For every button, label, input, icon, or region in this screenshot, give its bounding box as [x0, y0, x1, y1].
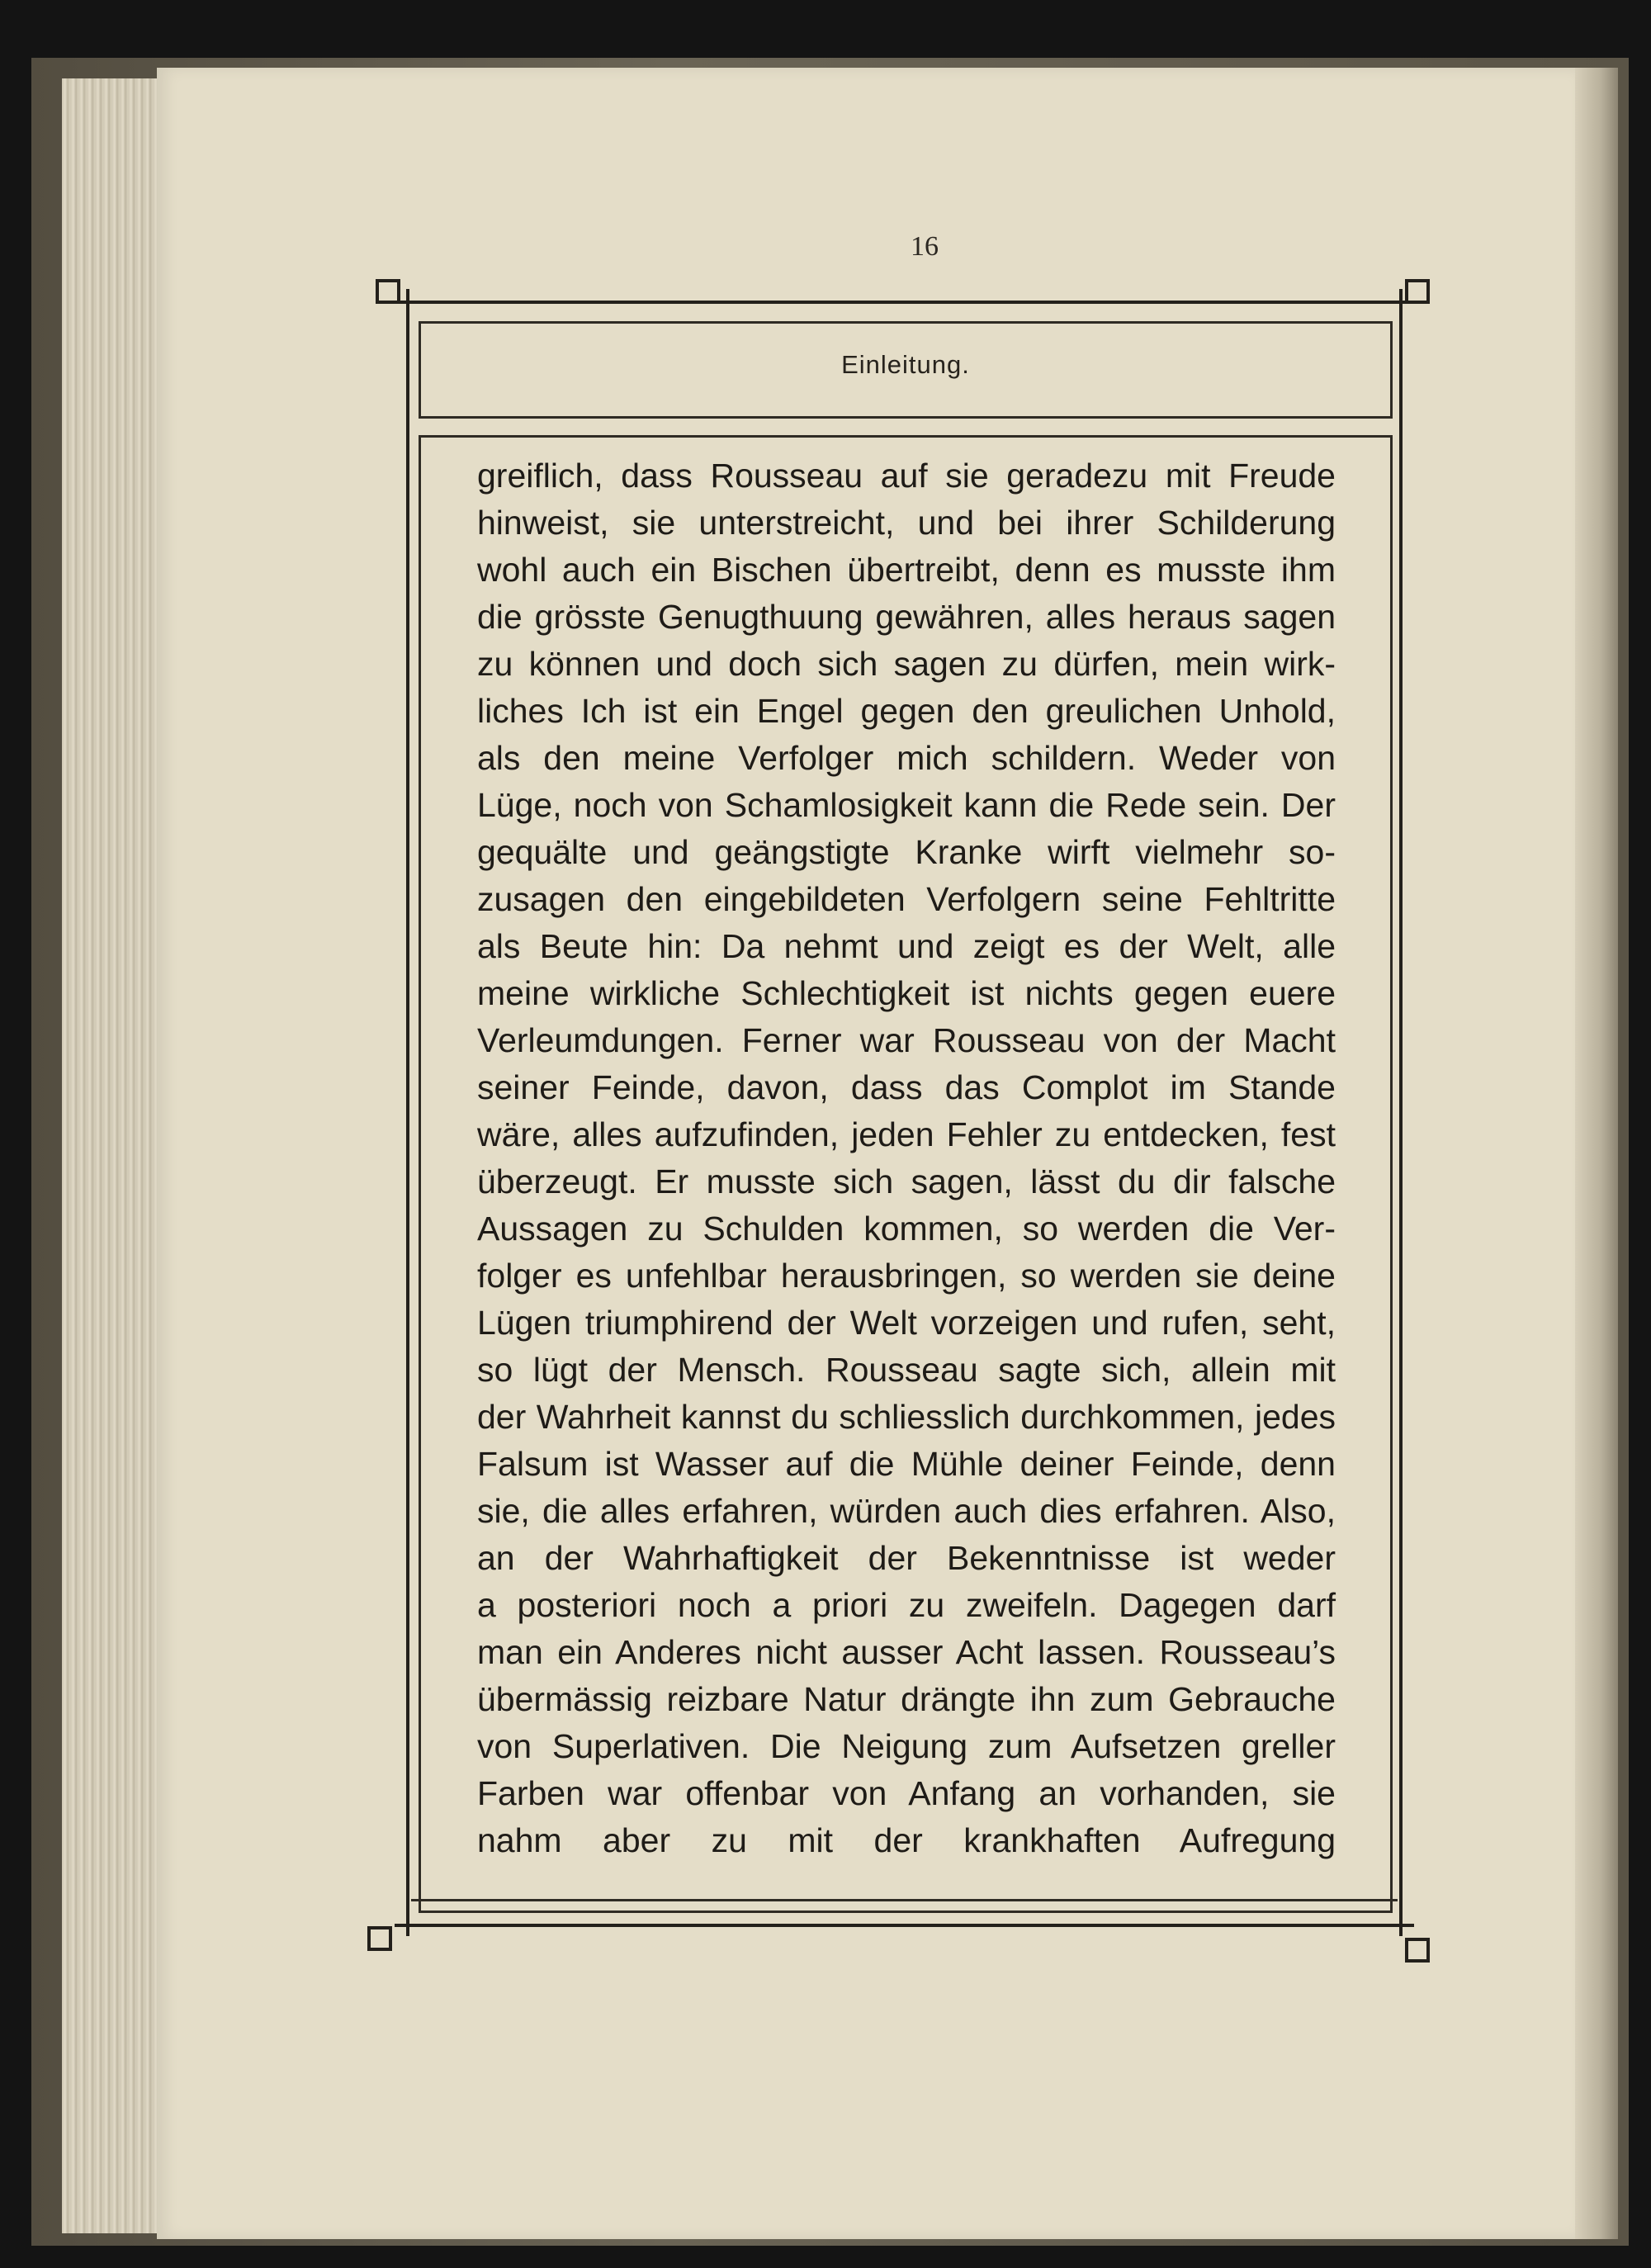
- frame-corner-bottom-right: [1405, 1938, 1430, 1963]
- text-line: die grösste Genugthuung gewähren, alles heraus sagen: [477, 598, 1336, 636]
- text-line: übermässig reizbare Natur drängte ihn zum Gebrauche: [477, 1680, 1336, 1718]
- text-line: gequälte und geängstigte Kranke wirft vielmehr so-: [477, 833, 1336, 871]
- frame-bottom-line: [395, 1924, 1414, 1927]
- text-line: Lüge, noch von Schamlosigkeit kann die Rede sein. Der: [477, 786, 1336, 824]
- text-line: sie, die alles erfahren, würden auch dies erfahren. Also,: [477, 1492, 1336, 1530]
- text-line: Verleumdungen. Ferner war Rousseau von der Macht: [477, 1021, 1336, 1059]
- text-line: wäre, alles aufzufinden, jeden Fehler zu entdecken, fest: [477, 1115, 1336, 1153]
- running-head-box: [419, 321, 1393, 419]
- right-page-edge: [1575, 68, 1618, 2239]
- text-line: meine wirkliche Schlechtigkeit ist nichts gegen euere: [477, 974, 1336, 1012]
- text-line: greiflich, dass Rousseau auf sie geradezu mit Freude: [477, 457, 1336, 495]
- text-line: zusagen den eingebildeten Verfolgern seine Fehltritte: [477, 880, 1336, 918]
- frame-corner-top-right: [1405, 279, 1430, 304]
- text-line: von Superlativen. Die Neigung zum Aufsetzen greller: [477, 1727, 1336, 1765]
- frame-top-line: [395, 301, 1414, 304]
- page-number: 16: [911, 231, 939, 262]
- page-edges: [62, 78, 161, 2233]
- inner-rule: [411, 1899, 1398, 1901]
- text-line: zu können und doch sich sagen zu dürfen, mein wirk-: [477, 645, 1336, 683]
- text-line: nahm aber zu mit der krankhaften Aufregung: [477, 1821, 1336, 1859]
- text-line: man ein Anderes nicht ausser Acht lassen. Rousseau’s: [477, 1633, 1336, 1671]
- frame-corner-bottom-left: [367, 1926, 392, 1951]
- frame-right-line: [1399, 289, 1403, 1936]
- text-line: Aussagen zu Schulden kommen, so werden die Ver-: [477, 1210, 1336, 1248]
- frame-left-line: [406, 289, 409, 1936]
- text-line: der Wahrheit kannst du schliesslich durchkommen, jedes: [477, 1398, 1336, 1436]
- text-line: Lügen triumphirend der Welt vorzeigen und rufen, seht,: [477, 1304, 1336, 1342]
- text-line: so lügt der Mensch. Rousseau sagte sich, allein mit: [477, 1351, 1336, 1389]
- text-line: folger es unfehlbar herausbringen, so werden sie deine: [477, 1257, 1336, 1295]
- frame-corner-top-left: [376, 279, 400, 304]
- text-line: hinweist, sie unterstreicht, und bei ihrer Schilderung: [477, 504, 1336, 542]
- text-line: überzeugt. Er musste sich sagen, lässt du dir falsche: [477, 1162, 1336, 1200]
- text-line: als den meine Verfolger mich schildern. Weder von: [477, 739, 1336, 777]
- text-line: a posteriori noch a priori zu zweifeln. Dagegen darf: [477, 1586, 1336, 1624]
- text-line: an der Wahrhaftigkeit der Bekenntnisse ist weder: [477, 1539, 1336, 1577]
- text-line: liches Ich ist ein Engel gegen den greulichen Unhold,: [477, 692, 1336, 730]
- text-line: wohl auch ein Bischen übertreibt, denn es musste ihm: [477, 551, 1336, 589]
- text-line: als Beute hin: Da nehmt und zeigt es der Welt, alle: [477, 927, 1336, 965]
- body-text: [477, 452, 1336, 1864]
- running-head: Einleitung.: [841, 350, 970, 379]
- text-line: seiner Feinde, davon, dass das Complot im Stande: [477, 1068, 1336, 1106]
- text-line: Farben war offenbar von Anfang an vorhanden, sie: [477, 1774, 1336, 1812]
- text-line: Falsum ist Wasser auf die Mühle deiner Feinde, denn: [477, 1445, 1336, 1483]
